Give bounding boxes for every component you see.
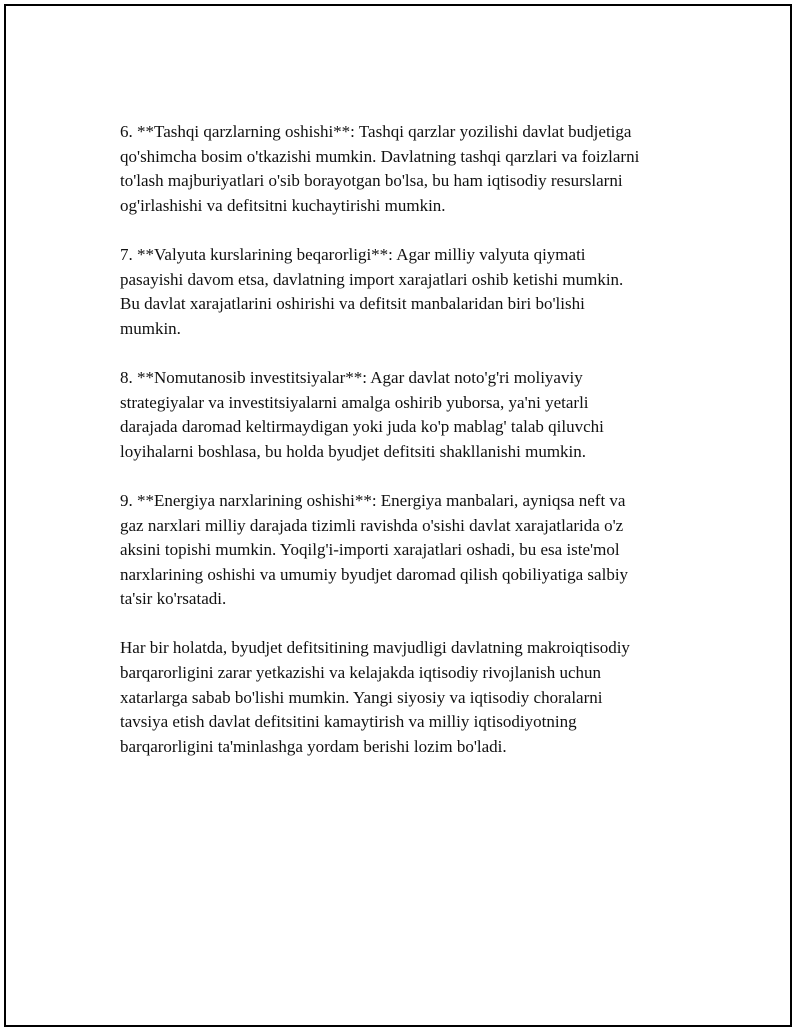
document-page xyxy=(4,4,792,1027)
paragraph-item-9: 9. **Energiya narxlarining oshishi**: Energiya manbalari, ayniqsa neft va gaz narxlari milliy darajada tizimli ravishda o'sishi davlat xarajatlarida o'z aksini topishi mumkin. Yoqilg'i-importi xarajatlari oshadi, bu esa iste'mol narxlarining oshishi va umumiy byudjet daromad qilish qobiliyatiga salbiy ta'sir ko'rsatadi. xyxy=(120,490,629,609)
paragraph-item-6: 6. **Tashqi qarzlarning oshishi**: Tashqi qarzlar yozilishi davlat budjetiga qo'shimcha bosim o'tkazishi mumkin. Davlatning tashqi qarzlari va foizlarni to'lash majburiyatlari o'sib borayotgan bo'lsa, bu ham iqtisodiy resurslarni og'irlashishi va defitsitni kuchaytirishi mumkin. xyxy=(120,122,640,215)
paragraph-conclusion: Har bir holatda, byudjet defitsitining mavjudligi davlatning makroiqtisodiy barqarorligini zarar yetkazishi va kelajakda iqtisodiy rivojlanish uchun xatarlarga sabab bo'lishi mumkin. Yangi siyosiy va iqtisodiy choralarni tavsiya etish davlat defitsitini kamaytirish va milliy iqtisodiyotning barqarorligini ta'minlashga yordam berishi lozim bo'ladi. xyxy=(120,638,630,756)
paragraph-item-7: 7. **Valyuta kurslarining beqarorligi**: Agar milliy valyuta qiymati pasayishi davom etsa, davlatning import xarajatlari oshib ketishi mumkin. Bu davlat xarajatlarini oshirishi va defitsit manbalaridan biri bo'lishi mumkin. xyxy=(120,244,624,338)
paragraph-item-8: 8. **Nomutanosib investitsiyalar**: Agar davlat noto'g'ri moliyaviy strategiyalar va investitsiyalarni amalga oshirib yuborsa, ya'ni yetarli darajada daromad keltirmaydigan yoki juda ko'p mablag' talab qiluvchi loyihalarni boshlasa, bu holda byudjet defitsiti shakllanishi mumkin. xyxy=(120,367,604,461)
document-body xyxy=(120,120,710,784)
